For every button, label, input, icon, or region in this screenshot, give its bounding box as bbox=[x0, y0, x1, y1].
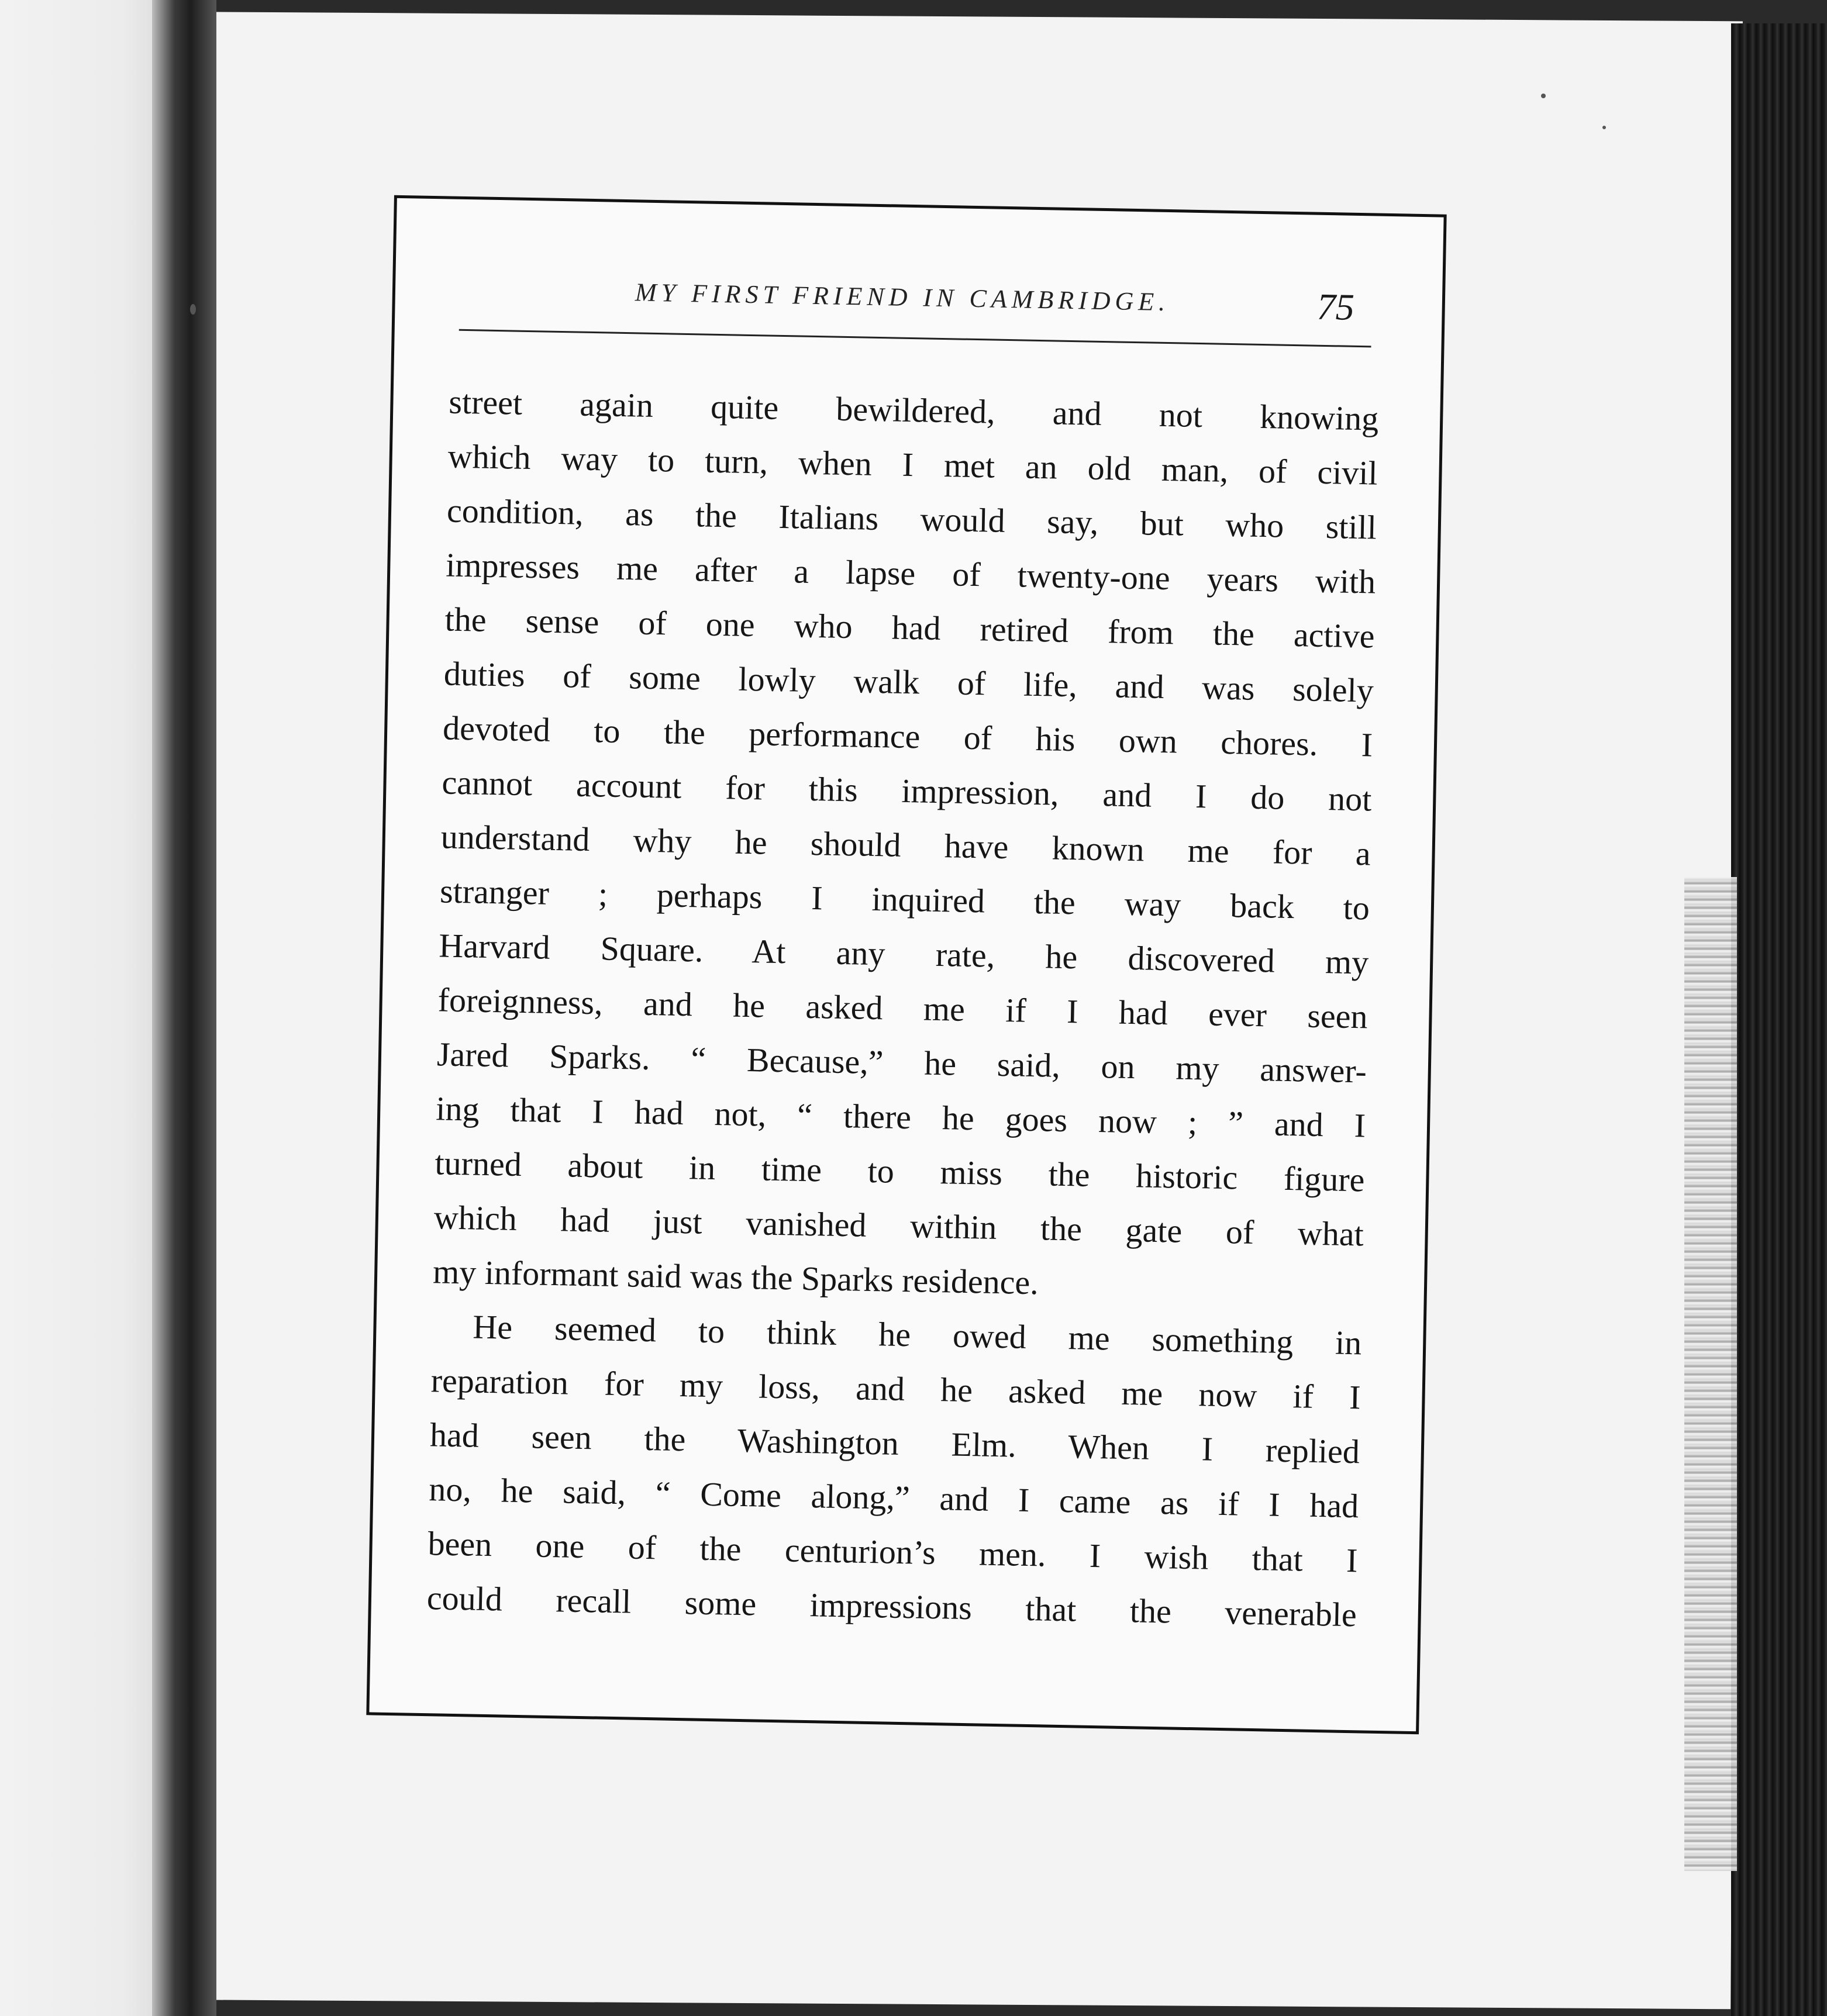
dust-speck bbox=[190, 304, 196, 315]
text-line: been one of the centurion’s men. I wish that I bbox=[428, 1524, 1359, 1580]
text-line: foreignness, and he asked me if I had ever seen bbox=[437, 981, 1368, 1036]
body-text bbox=[426, 375, 1379, 1642]
text-line: the sense of one who had retired from the active bbox=[444, 600, 1376, 655]
text-line: understand why he should have known me for a bbox=[440, 817, 1371, 873]
text-line: impresses me after a lapse of twenty-one years with bbox=[445, 546, 1376, 601]
text-line: He seemed to think he owed me something in bbox=[472, 1307, 1362, 1362]
text-line: cannot account for this impression, and I do not bbox=[441, 763, 1372, 819]
running-title: MY FIRST FRIEND IN CAMBRIDGE. bbox=[635, 278, 1170, 317]
dust-speck bbox=[1541, 94, 1546, 98]
text-line: had seen the Washington Elm. When I replied bbox=[429, 1416, 1360, 1471]
previous-page-edge bbox=[0, 0, 175, 2016]
page-frame bbox=[366, 195, 1446, 1735]
book-gutter bbox=[152, 0, 216, 2016]
text-line: no, he said, “ Come along,” and I came as if I had bbox=[428, 1470, 1359, 1525]
page-block-edge bbox=[1684, 877, 1737, 1871]
text-line: devoted to the performance of his own chores. I bbox=[442, 709, 1373, 764]
text-line: could recall some impressions that the venerable bbox=[426, 1579, 1357, 1634]
text-line: my informant said was the Sparks residence. bbox=[432, 1252, 1039, 1302]
book-fore-edge bbox=[1731, 23, 1827, 2016]
text-line: duties of some lowly walk of life, and was solely bbox=[443, 654, 1374, 710]
text-line: which way to turn, when I met an old man, of civil bbox=[447, 437, 1378, 492]
text-line: reparation for my loss, and he asked me now if I bbox=[430, 1361, 1361, 1417]
text-line: stranger ; perhaps I inquired the way back to bbox=[439, 872, 1370, 927]
text-line: which had just vanished within the gate of what bbox=[433, 1198, 1364, 1254]
dust-speck bbox=[1602, 126, 1606, 129]
header-rule bbox=[459, 329, 1371, 348]
text-line: ing that I had not, “ there he goes now ; ” and I bbox=[435, 1089, 1366, 1145]
paragraph-2 bbox=[426, 1299, 1362, 1642]
text-line: street again quite bewildered, and not knowing bbox=[448, 382, 1379, 438]
text-line: condition, as the Italians would say, but who still bbox=[446, 491, 1377, 547]
text-line: Jared Sparks. “ Because,” he said, on my answer- bbox=[436, 1035, 1367, 1090]
paragraph-1 bbox=[432, 375, 1379, 1316]
page-header bbox=[459, 270, 1372, 333]
text-line: turned about in time to miss the historic figure bbox=[435, 1144, 1365, 1199]
text-line: Harvard Square. At any rate, he discovered my bbox=[438, 926, 1369, 982]
page-number: 75 bbox=[1316, 285, 1355, 328]
